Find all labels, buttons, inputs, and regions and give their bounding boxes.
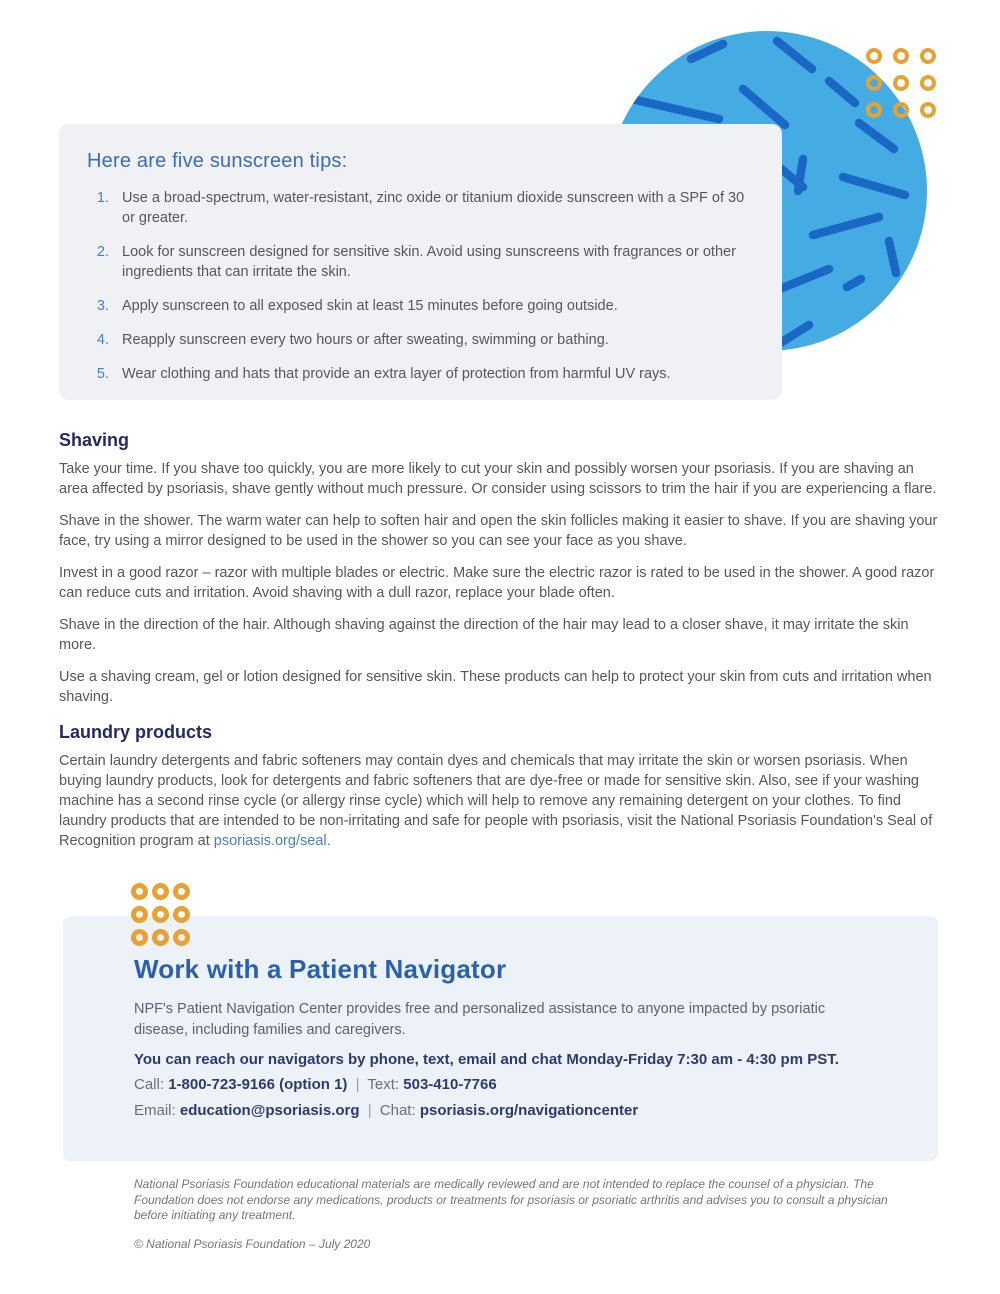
separator: | [355, 1076, 360, 1093]
text-label: Text: [367, 1076, 400, 1093]
list-text: Look for sunscreen designed for sensitive skin. Avoid using sunscreens with fragrances or other ingredients that can irritate the skin. [122, 244, 736, 280]
copyright-line: © National Psoriasis Foundation – July 2020 [134, 1237, 371, 1251]
text-number: 503-410-7766 [403, 1076, 497, 1093]
paragraph: Shave in the shower. The warm water can help to soften hair and open the skin follicles making it easier to shave. If you are shaving your face, try using a mirror designed to be used in the shower so you can see your face as you shave. [59, 513, 938, 549]
separator: | [367, 1102, 372, 1119]
laundry-text: Certain laundry detergents and fabric softeners may contain dyes and chemicals that may irritate the skin or worsen psoriasis. When buying laundry products, look for detergents and fabric softeners that are dye-free or made for sensitive skin. Also, see if your washing machine has a second rinse cycle (or allergy rinse cycle) which will help to remove any remaining detergent on your clothes. To find laundry products that are intended to be non-irritating and safe for people with psoriasis, visit the National Psoriasis Foundation's Seal of Recognition program at [59, 753, 933, 849]
list-item [87, 364, 752, 384]
seal-of-recognition-link[interactable]: psoriasis.org/seal [213, 833, 327, 849]
list-item [87, 242, 752, 282]
ring-icon [866, 75, 882, 91]
ring-icon [152, 929, 169, 946]
ring-icon [866, 102, 882, 118]
call-label: Call: [134, 1076, 165, 1093]
paragraph: Invest in a good razor – razor with multiple blades or electric. Make sure the electric razor is rated to be used in the shower. A good razor can reduce cuts and irritation. Avoid shaving with a dull razor, replace your blade often. [59, 565, 935, 601]
ring-icon [173, 929, 190, 946]
disclaimer-text: National Psoriasis Foundation educational materials are medically reviewed and are not intended to replace the counsel of a physician. The Foundation does not endorse any medications, products or treatments for psoriasis or psoriatic arthritis and advises you to consult a physician before initiating any treatment. [134, 1177, 888, 1222]
main-content [59, 430, 943, 863]
tips-title: Here are five sunscreen tips: [87, 150, 348, 172]
tips-list [87, 188, 752, 384]
list-number: 1. [96, 190, 109, 206]
list-item [87, 188, 752, 228]
list-text: Apply sunscreen to all exposed skin at least 15 minutes before going outside. [122, 298, 618, 314]
email-label: Email: [134, 1102, 176, 1119]
list-number: 2. [96, 244, 109, 260]
ring-icon [152, 906, 169, 923]
list-number: 3. [96, 298, 109, 314]
ring-icon [866, 48, 882, 64]
patient-navigator-box [63, 916, 938, 1161]
list-text: Wear clothing and hats that provide an extra layer of protection from harmful UV rays. [122, 366, 671, 382]
ring-icon [131, 883, 148, 900]
list-text: Reapply sunscreen every two hours or after sweating, swimming or bathing. [122, 332, 609, 348]
call-number: 1-800-723-9166 (option 1) [168, 1076, 348, 1093]
ring-icon [893, 48, 909, 64]
orange-dots-grid-navigator [131, 883, 190, 946]
section-heading-laundry: Laundry products [59, 722, 213, 742]
ring-icon [893, 102, 909, 118]
list-text: Use a broad-spectrum, water-resistant, zinc oxide or titanium dioxide sunscreen with a SPF of 30 or greater. [122, 190, 745, 226]
ring-icon [920, 75, 936, 91]
ring-icon [173, 883, 190, 900]
contact-line-phone [134, 1076, 898, 1094]
paragraph: Use a shaving cream, gel or lotion designed for sensitive skin. These products can help to protect your skin from cuts and irritation when shaving. [59, 669, 932, 705]
ring-icon [893, 75, 909, 91]
ring-icon [131, 929, 148, 946]
paragraph [59, 751, 943, 851]
ring-icon [131, 906, 148, 923]
orange-dots-grid-top [866, 48, 936, 118]
list-item [87, 330, 752, 350]
ring-icon [152, 883, 169, 900]
email-address: education@psoriasis.org [179, 1102, 360, 1119]
laundry-text-suffix: . [326, 833, 331, 849]
navigator-title: Work with a Patient Navigator [134, 954, 507, 984]
chat-url: psoriasis.org/navigationcenter [419, 1102, 639, 1119]
sunscreen-tips-box [59, 124, 782, 400]
ring-icon [920, 48, 936, 64]
list-item [87, 296, 752, 316]
ring-icon [173, 906, 190, 923]
list-number: 4. [96, 332, 109, 348]
contact-line-email [134, 1102, 898, 1120]
list-number: 5. [96, 366, 109, 382]
navigator-hours: You can reach our navigators by phone, text, email and chat Monday-Friday 7:30 am - 4:30 pm PST. [134, 1051, 839, 1068]
chat-label: Chat: [379, 1102, 416, 1119]
paragraph: Take your time. If you shave too quickly, you are more likely to cut your skin and possibly worsen your psoriasis. If you are shaving an area affected by psoriasis, shave gently without much pressure. Or consider using scissors to trim the hair if you are experiencing a flare. [59, 461, 937, 497]
section-heading-shaving: Shaving [59, 430, 130, 450]
ring-icon [920, 102, 936, 118]
paragraph: Shave in the direction of the hair. Although shaving against the direction of the hair may lead to a closer shave, it may irritate the skin more. [59, 617, 909, 653]
navigator-intro: NPF's Patient Navigation Center provides free and personalized assistance to anyone impacted by psoriatic disease, including families and caregivers. [134, 1001, 826, 1038]
